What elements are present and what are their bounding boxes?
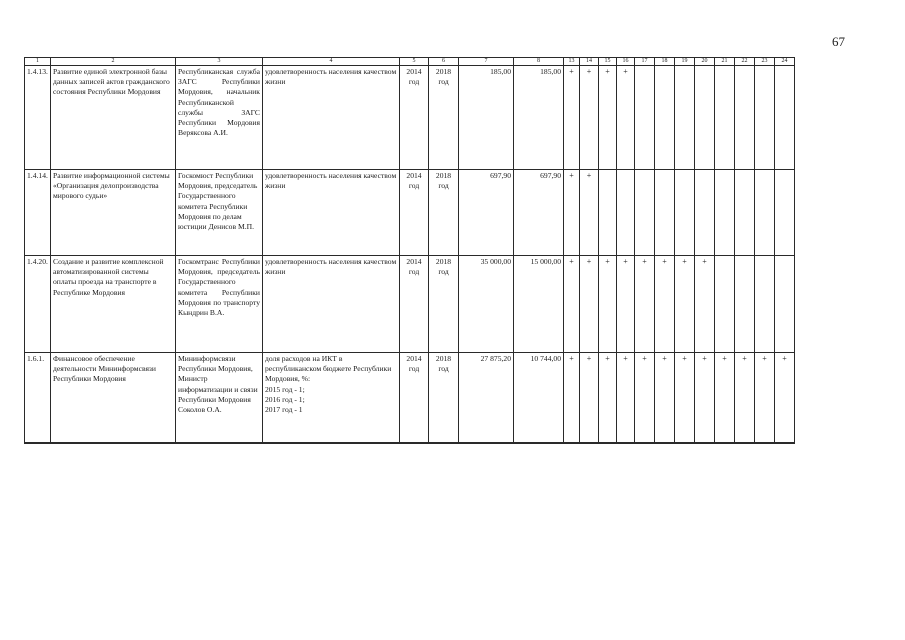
period-mark	[655, 66, 675, 170]
period-mark: +	[617, 66, 635, 170]
column-number: 13	[564, 58, 580, 66]
column-number: 7	[459, 58, 514, 66]
period-mark	[735, 256, 755, 353]
item-number: 1.4.13.	[25, 66, 51, 170]
item-indicator: удовлетворенность населения качеством жизни	[263, 170, 400, 256]
period-mark	[617, 170, 635, 256]
period-mark	[775, 256, 795, 353]
period-mark	[675, 66, 695, 170]
period-mark	[715, 66, 735, 170]
period-mark	[599, 170, 617, 256]
period-mark: +	[655, 256, 675, 353]
period-mark: +	[564, 256, 580, 353]
period-mark	[715, 256, 735, 353]
column-number-row	[25, 58, 795, 66]
period-mark: +	[564, 66, 580, 170]
period-mark	[675, 170, 695, 256]
item-start-year: 2014 год	[400, 66, 429, 170]
item-name: Финансовое обеспечение деятельности Мининформсвязи Республики Мордовия	[51, 353, 176, 444]
period-mark: +	[617, 353, 635, 444]
period-mark: +	[580, 256, 599, 353]
column-number: 19	[675, 58, 695, 66]
period-mark: +	[580, 66, 599, 170]
item-cost-budget: 697,90	[514, 170, 564, 256]
period-mark: +	[599, 353, 617, 444]
period-mark: +	[715, 353, 735, 444]
column-number: 20	[695, 58, 715, 66]
item-indicator: доля расходов на ИКТ в республиканском бюджете Республики Мордовия, %: 2015 год - 1; 2016 год - 1; 2017 год - 1	[263, 353, 400, 444]
item-indicator: удовлетворенность населения качеством жизни	[263, 256, 400, 353]
period-mark	[635, 66, 655, 170]
period-mark: +	[564, 353, 580, 444]
item-end-year: 2018 год	[429, 66, 459, 170]
period-mark	[775, 66, 795, 170]
item-cost-budget: 10 744,00	[514, 353, 564, 444]
period-mark: +	[635, 353, 655, 444]
period-mark	[735, 170, 755, 256]
period-mark	[695, 170, 715, 256]
item-end-year: 2018 год	[429, 353, 459, 444]
item-end-year: 2018 год	[429, 170, 459, 256]
period-mark: +	[580, 353, 599, 444]
period-mark: +	[599, 66, 617, 170]
column-number: 17	[635, 58, 655, 66]
item-cost-total: 697,90	[459, 170, 514, 256]
period-mark	[755, 66, 775, 170]
period-mark	[695, 66, 715, 170]
item-indicator: удовлетворенность населения качеством жизни	[263, 66, 400, 170]
column-number: 6	[429, 58, 459, 66]
period-mark	[775, 170, 795, 256]
item-executor: Республиканская служба ЗАГС Республики Мордовия, начальник Республиканской службы ЗАГС Республики Мордовия Веряксова А.И.	[176, 66, 263, 170]
table-row	[25, 170, 795, 256]
column-number: 14	[580, 58, 599, 66]
item-executor: Мининформсвязи Республики Мордовия, Министр информатизации и связи Республики Мордовия Соколов О.А.	[176, 353, 263, 444]
period-mark: +	[675, 353, 695, 444]
plan-table	[24, 57, 795, 444]
table-row	[25, 353, 795, 444]
period-mark: +	[695, 256, 715, 353]
column-number: 21	[715, 58, 735, 66]
period-mark: +	[755, 353, 775, 444]
item-cost-total: 185,00	[459, 66, 514, 170]
page-number: 67	[832, 34, 845, 49]
item-cost-total: 35 000,00	[459, 256, 514, 353]
period-mark: +	[617, 256, 635, 353]
column-number: 5	[400, 58, 429, 66]
column-number: 22	[735, 58, 755, 66]
item-start-year: 2014 год	[400, 256, 429, 353]
period-mark	[715, 170, 735, 256]
period-mark	[655, 170, 675, 256]
column-number: 8	[514, 58, 564, 66]
table-row	[25, 66, 795, 170]
column-number: 23	[755, 58, 775, 66]
item-cost-budget: 185,00	[514, 66, 564, 170]
column-number: 18	[655, 58, 675, 66]
period-mark	[735, 66, 755, 170]
item-start-year: 2014 год	[400, 353, 429, 444]
period-mark	[755, 256, 775, 353]
item-number: 1.4.14.	[25, 170, 51, 256]
period-mark: +	[675, 256, 695, 353]
column-number: 4	[263, 58, 400, 66]
column-number: 15	[599, 58, 617, 66]
item-name: Создание и развитие комплексной автоматизированной системы оплаты проезда на транспорте в Республике Мордовия	[51, 256, 176, 353]
item-name: Развитие информационной системы «Организация делопроизводства мирового судьи»	[51, 170, 176, 256]
item-number: 1.4.20.	[25, 256, 51, 353]
item-cost-budget: 15 000,00	[514, 256, 564, 353]
column-number: 3	[176, 58, 263, 66]
column-number: 16	[617, 58, 635, 66]
period-mark: +	[655, 353, 675, 444]
item-cost-total: 27 875,20	[459, 353, 514, 444]
item-name: Развитие единой электронной базы данных записей актов гражданского состояния Республики Мордовия	[51, 66, 176, 170]
column-number: 1	[25, 58, 51, 66]
period-mark: +	[775, 353, 795, 444]
period-mark	[755, 170, 775, 256]
period-mark: +	[580, 170, 599, 256]
period-mark	[635, 170, 655, 256]
table-row	[25, 256, 795, 353]
item-start-year: 2014 год	[400, 170, 429, 256]
period-mark: +	[599, 256, 617, 353]
item-executor: Госкомтранс Республики Мордовия, председатель Государственного комитета Республики Мордовия по транспорту Кындрин В.А.	[176, 256, 263, 353]
column-number: 24	[775, 58, 795, 66]
period-mark: +	[564, 170, 580, 256]
column-number: 2	[51, 58, 176, 66]
item-end-year: 2018 год	[429, 256, 459, 353]
period-mark: +	[735, 353, 755, 444]
item-executor: Госкомюст Республики Мордовия, председатель Государственного комитета Республики Мордовия по делам юстиции Денисов М.П.	[176, 170, 263, 256]
period-mark: +	[635, 256, 655, 353]
item-number: 1.6.1.	[25, 353, 51, 444]
period-mark: +	[695, 353, 715, 444]
